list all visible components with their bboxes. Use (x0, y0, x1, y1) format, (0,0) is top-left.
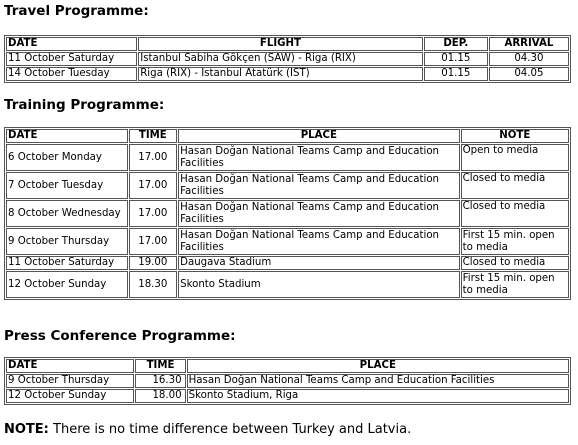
cell-time: 16.30 (135, 374, 185, 388)
table-row (6, 144, 569, 171)
cell-date: 6 October Monday (6, 144, 128, 171)
table-header-row (6, 129, 569, 143)
travel-programme-title: Travel Programme: (4, 3, 149, 19)
column-header-time: TIME (135, 359, 185, 373)
column-header-note: NOTE (461, 129, 569, 143)
column-header-date: DATE (6, 37, 137, 51)
cell-place: Skonto Stadium, Riga (187, 389, 569, 403)
cell-note: Open to media (461, 144, 569, 171)
column-header-time: TIME (129, 129, 178, 143)
column-header-place: PLACE (187, 359, 569, 373)
cell-note: First 15 min. open to media (461, 271, 569, 298)
cell-time: 17.00 (129, 144, 178, 171)
cell-note: Closed to media (461, 256, 569, 270)
cell-date: 12 October Sunday (6, 271, 128, 298)
cell-date: 9 October Thursday (6, 228, 128, 255)
table-row (6, 374, 569, 388)
cell-time: 19.00 (129, 256, 178, 270)
cell-note: Closed to media (461, 200, 569, 227)
column-header-flight: FLIGHT (138, 37, 423, 51)
travel-programme-table (4, 35, 571, 83)
press-conference-programme-title: Press Conference Programme: (4, 328, 236, 344)
cell-time: 17.00 (129, 172, 178, 199)
cell-flight: Riga (RIX) - İstanbul Atatürk (IST) (138, 67, 423, 81)
cell-date: 9 October Thursday (6, 374, 134, 388)
cell-arrival: 04.05 (489, 67, 569, 81)
table-row (6, 172, 569, 199)
training-programme-table (4, 127, 571, 300)
table-header-row (6, 37, 569, 51)
note-label: NOTE: (4, 422, 49, 437)
cell-date: 12 October Sunday (6, 389, 134, 403)
table-row (6, 389, 569, 403)
cell-place: Hasan Doğan National Teams Camp and Education Facilities (178, 144, 460, 171)
cell-dep: 01.15 (424, 67, 488, 81)
cell-date: 11 October Saturday (6, 52, 137, 66)
cell-date: 8 October Wednesday (6, 200, 128, 227)
cell-arrival: 04.30 (489, 52, 569, 66)
training-programme-title: Training Programme: (4, 97, 165, 113)
table-row (6, 228, 569, 255)
table-row (6, 256, 569, 270)
column-header-arrival: ARRIVAL (489, 37, 569, 51)
cell-place: Hasan Doğan National Teams Camp and Education Facilities (178, 200, 460, 227)
cell-flight: İstanbul Sabiha Gökçen (SAW) - Riga (RIX) (138, 52, 423, 66)
cell-date: 7 October Tuesday (6, 172, 128, 199)
cell-date: 14 October Tuesday (6, 67, 137, 81)
cell-place: Hasan Doğan National Teams Camp and Education Facilities (178, 228, 460, 255)
note-text: There is no time difference between Turkey and Latvia. (48, 422, 412, 437)
cell-place: Hasan Doğan National Teams Camp and Education Facilities (178, 172, 460, 199)
table-row (6, 200, 569, 227)
cell-place: Daugava Stadium (178, 256, 460, 270)
cell-dep: 01.15 (424, 52, 488, 66)
column-header-dep: DEP. (424, 37, 488, 51)
cell-place: Skonto Stadium (178, 271, 460, 298)
cell-note: First 15 min. open to media (461, 228, 569, 255)
column-header-date: DATE (6, 359, 134, 373)
table-header-row (6, 359, 569, 373)
cell-note: Closed to media (461, 172, 569, 199)
time-difference-note (4, 422, 411, 438)
cell-place: Hasan Doğan National Teams Camp and Education Facilities (187, 374, 569, 388)
cell-time: 17.00 (129, 228, 178, 255)
cell-time: 17.00 (129, 200, 178, 227)
cell-time: 18.00 (135, 389, 185, 403)
cell-time: 18.30 (129, 271, 178, 298)
press-conference-table (4, 357, 571, 405)
column-header-place: PLACE (178, 129, 460, 143)
column-header-date: DATE (6, 129, 128, 143)
cell-date: 11 October Saturday (6, 256, 128, 270)
table-row (6, 67, 569, 81)
table-row (6, 52, 569, 66)
table-row (6, 271, 569, 298)
